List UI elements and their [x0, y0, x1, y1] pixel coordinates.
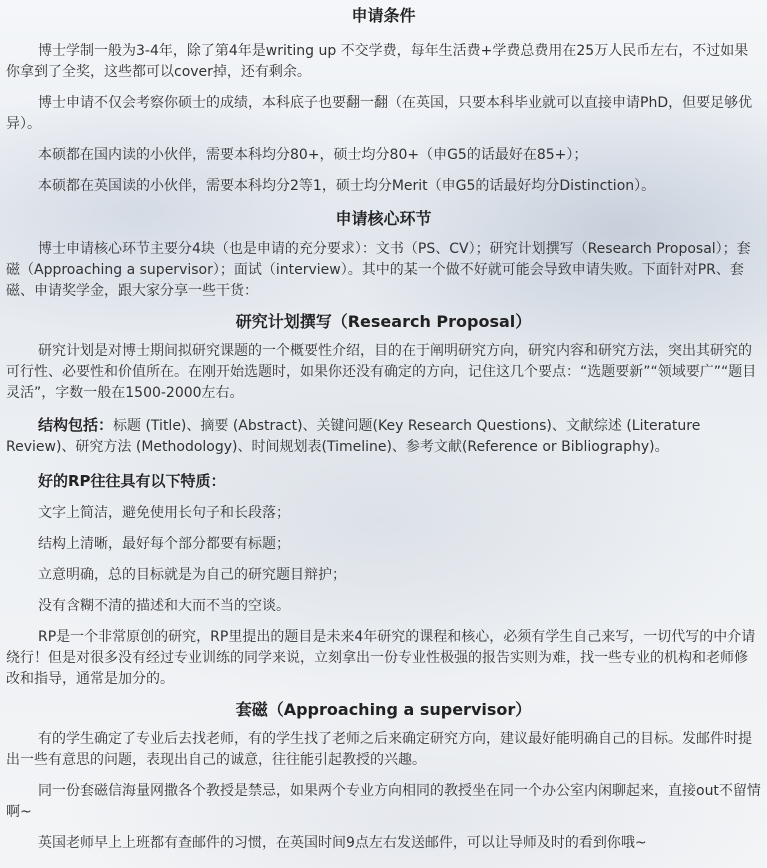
rp-structure [0, 415, 767, 458]
paragraph: 同一份套磁信海量网撒各个教授是禁忌，如果两个专业方向相同的教授坐在同一个办公室内闲聊起来，直接out不留情啊~ [6, 783, 761, 820]
rp-traits-heading: 好的RP往往具有以下特质： [38, 472, 226, 490]
rp-structure-text: 标题 (Title)、摘要 (Abstract)、关键问题(Key Research Questions)、文献综述 (Literature Review)、研究方法 (Methodology)、时间规划表(Timeline)、参考文献(Reference or Bibliography)。 [6, 418, 701, 455]
rp-closing: RP是一个非常原创的研究，RP里提出的题目是未来4年研究的课程和核心，必须有学生自己来写，一切代写的中介请绕行！但是对很多没有经过专业训练的同学来说，立刻拿出一份专业性极强的报告实则为难，找一些专业的机构和老师修改和指导，通常是加分的。 [6, 629, 756, 687]
paragraph: 博士学制一般为3-4年，除了第4年是writing up 不交学费，每年生活费+学费总费用在25万人民币左右，不过如果你拿到了全奖，这些都可以cover掉，还有剩余。 [6, 43, 749, 80]
paragraph: 博士申请核心环节主要分4块（也是申请的充分要求）：文书（PS、CV）；研究计划撰写（Research Proposal）；套磁（Approaching a supervisor）；面试（interview）。其中的某一个做不好就可能会导致申请失败。下面针对PR、套磁、申请奖学金，跟大家分享一些干货： [6, 241, 751, 299]
rp-trait-item: 结构上清晰，最好每个部分都要有标题； [38, 536, 290, 552]
section-title-rp: 研究计划撰写（Research Proposal） [235, 312, 532, 331]
paragraph: 有的学生确定了专业后去找老师，有的学生找了老师之后来确定研究方向，建议最好能明确自己的目标。发邮件时提出一些有意思的问题，表现出自己的诚意，往往能引起教授的兴趣。 [6, 731, 752, 768]
rp-trait-item: 立意明确，总的目标就是为自己的研究题目辩护； [38, 567, 346, 583]
paragraph: 英国老师早上上班都有查邮件的习惯，在英国时间9点左右发送邮件，可以让导师及时的看到你哦~ [38, 835, 647, 851]
paragraph: 博士申请不仅会考察你硕士的成绩，本科底子也要翻一翻（在英国，只要本科毕业就可以直接申请PhD，但要足够优异）。 [6, 95, 753, 132]
section-title-conditions: 申请条件 [351, 6, 416, 25]
paragraph: 本硕都在国内读的小伙伴，需要本科均分80+，硕士均分80+（申G5的话最好在85+）； [38, 147, 588, 163]
rp-intro: 研究计划是对博士期间拟研究课题的一个概要性介绍，目的在于阐明研究方向，研究内容和研究方法，突出其研究的可行性、必要性和价值所在。在刚开始选题时，如果你还没有确定的方向，记住这几个要点：“选题要新”“领域要广”“题目灵活”，字数一般在1500-2000左右。 [6, 343, 757, 401]
rp-structure-label: 结构包括： [38, 416, 114, 434]
paragraph: 本硕都在英国读的小伙伴，需要本科均分2等1，硕士均分Merit（申G5的话最好均分Distinction）。 [38, 178, 656, 194]
rp-trait-item: 文字上简洁，避免使用长句子和长段落； [38, 505, 290, 521]
section-title-approach: 套磁（Approaching a supervisor） [235, 700, 532, 719]
section-title-core: 申请核心环节 [335, 209, 432, 228]
rp-trait-item: 没有含糊不清的描述和大而不当的空谈。 [38, 598, 290, 614]
